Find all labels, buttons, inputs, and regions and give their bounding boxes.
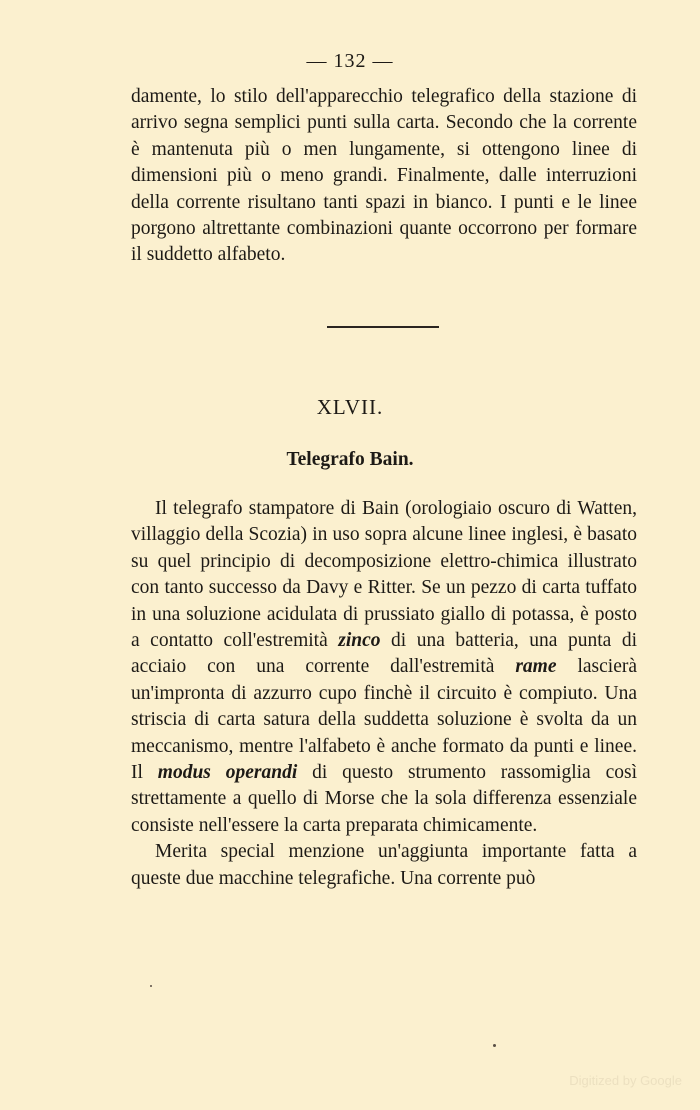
section-body [131,496,637,892]
page-number: — 132 — [306,50,394,72]
paragraph-text: di questo strumento rassomiglia così strettamente a quello di Morse che la sola differenza essenziale consiste nell'essere la carta preparata chimicamente. [131,762,637,836]
paragraph-text: di una batteria, una punta di acciaio con una corrente dall'estremità [131,630,637,678]
paragraph-bain-description [131,496,637,839]
watermark: Digitized by Google [569,1073,682,1088]
paragraph-addition: Merita special menzione un'aggiunta importante fatta a queste due macchine telegrafiche. Una corrente può [131,841,637,889]
section-number: XLVII. [316,395,384,419]
paragraph-text: lascierà un'impronta di azzurro cupo finchè il circuito è compiuto. Una striscia di carta satura della suddetta soluzione è svolta da un meccanismo, mentre l'alfabeto è anche formato da punti e linee. Il [131,656,637,784]
paper-speck [150,985,152,987]
paragraph-text: Il telegrafo stampatore di Bain (orologiaio oscuro di Watten, villaggio della Scozia) in uso sopra alcune linee inglesi, è basato su quel principio di decomposizione elettro-chimica illustrato con tanto successo da Davy e Ritter. Se un pezzo di carta tuffato in una soluzione acidulata di prussiato giallo di potassa, è posto a contatto coll'estremità [131,498,637,652]
continued-text [131,84,637,269]
emphasis-zinco: zinco [338,630,381,652]
section-divider [327,326,439,328]
emphasis-rame: rame [515,656,557,678]
emphasis-modus-operandi: modus operandi [157,762,298,784]
section-title: Telegrafo Bain. [286,449,414,470]
paper-speck [493,1044,496,1047]
continued-paragraph: damente, lo stilo dell'apparecchio telegrafico della stazione di arrivo segna semplici punti sulla carta. Secondo che la corrente è mantenuta più o men lungamente, si ottengono linee di dimensioni più o meno grandi. Finalmente, dalle interruzioni della corrente risultano tanti spazi in bianco. I punti e le linee porgono altrettante combinazioni quante occorrono per formare il suddetto alfabeto. [131,86,637,266]
